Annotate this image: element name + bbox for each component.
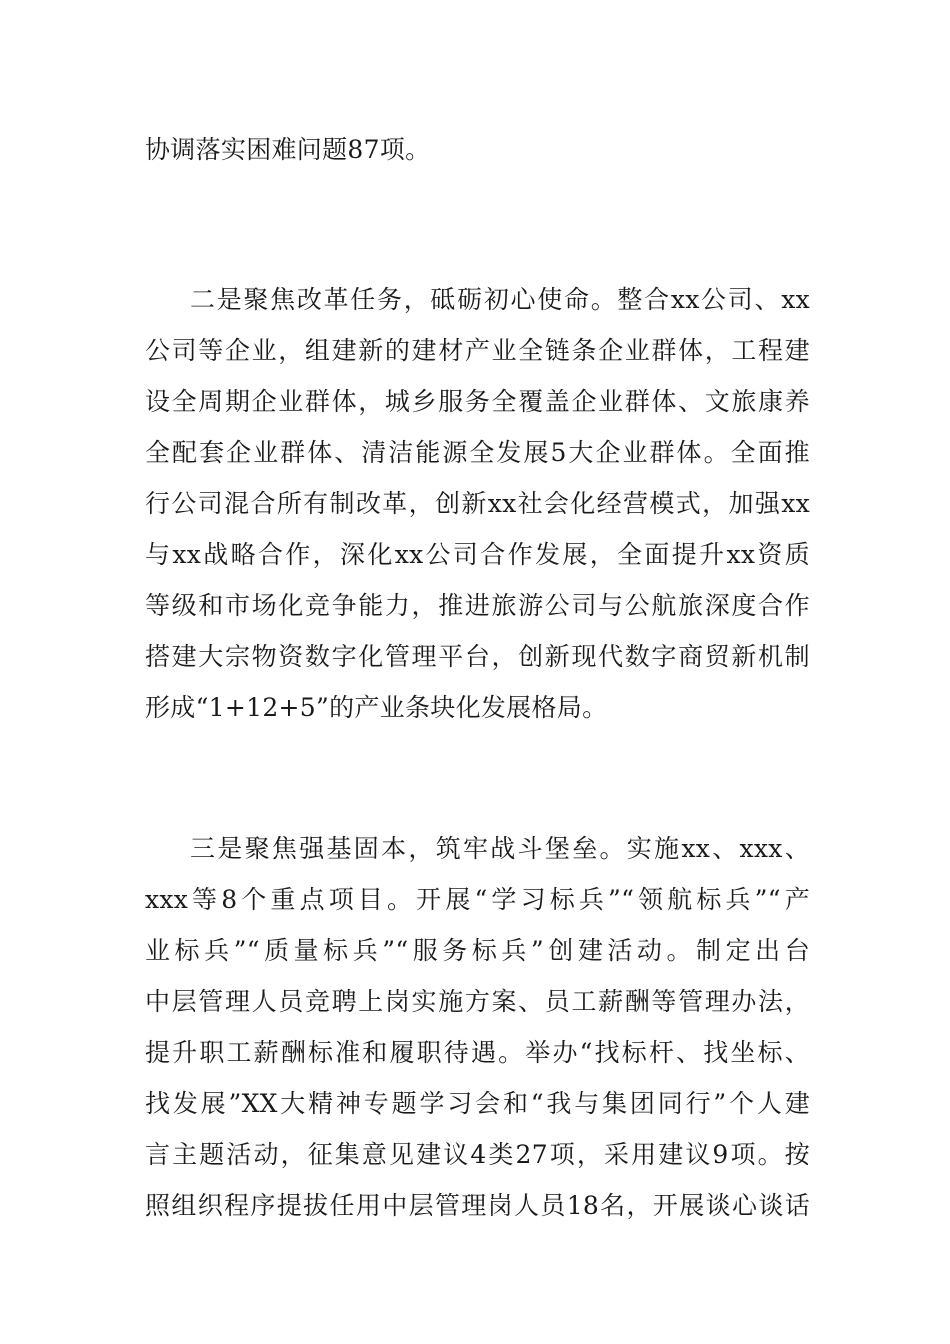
paragraph-2-line-7: 等级和市场化竞争能力，推进旅游公司与公航旅深度合作 <box>145 591 810 620</box>
paragraph-2-line-8: 搭建大宗物资数字化管理平台，创新现代数字商贸新机制 <box>145 642 810 671</box>
paragraph-3-line-4: 中层管理人员竞聘上岗实施方案、员工薪酬等管理办法， <box>145 987 810 1016</box>
paragraph-3-line-1: 三是聚焦强基固本，筑牢战斗堡垒。实施xx、xxx、 <box>190 834 810 863</box>
paragraph-3-line-6: 找发展”XX大精神专题学习会和“我与集团同行”个人建 <box>145 1089 810 1118</box>
paragraph-3-line-8: 照组织程序提拔任用中层管理岗人员18名，开展谈心谈话 <box>145 1191 810 1220</box>
paragraph-3-line-5: 提升职工薪酬标准和履职待遇。举办“找标杆、找坐标、 <box>145 1038 810 1067</box>
paragraph-2-line-6: 与xx战略合作，深化xx公司合作发展，全面提升xx资质 <box>145 540 810 569</box>
paragraph-2-line-4: 全配套企业群体、清洁能源全发展5大企业群体。全面推 <box>145 438 810 467</box>
paragraph-3-line-3: 业标兵”“质量标兵”“服务标兵”创建活动。制定出台 <box>145 936 810 965</box>
paragraph-2-line-2: 公司等企业，组建新的建材产业全链条企业群体，工程建 <box>145 336 810 365</box>
paragraph-2-line-5: 行公司混合所有制改革，创新xx社会化经营模式，加强xx <box>145 489 810 518</box>
paragraph-3-line-7: 言主题活动，征集意见建议4类27项，采用建议9项。按 <box>145 1140 810 1169</box>
paragraph-2-line-3: 设全周期企业群体，城乡服务全覆盖企业群体、文旅康养 <box>145 387 810 416</box>
paragraph-2-line-9: 形成“1+12+5”的产业条块化发展格局。 <box>145 693 608 722</box>
paragraph-2-line-1: 二是聚焦改革任务，砥砺初心使命。整合xx公司、xx <box>190 285 810 314</box>
paragraph-1-line-1: 协调落实困难问题87项。 <box>145 135 431 164</box>
paragraph-3-line-2: xxx等8个重点项目。开展“学习标兵”“领航标兵”“产 <box>145 885 810 914</box>
